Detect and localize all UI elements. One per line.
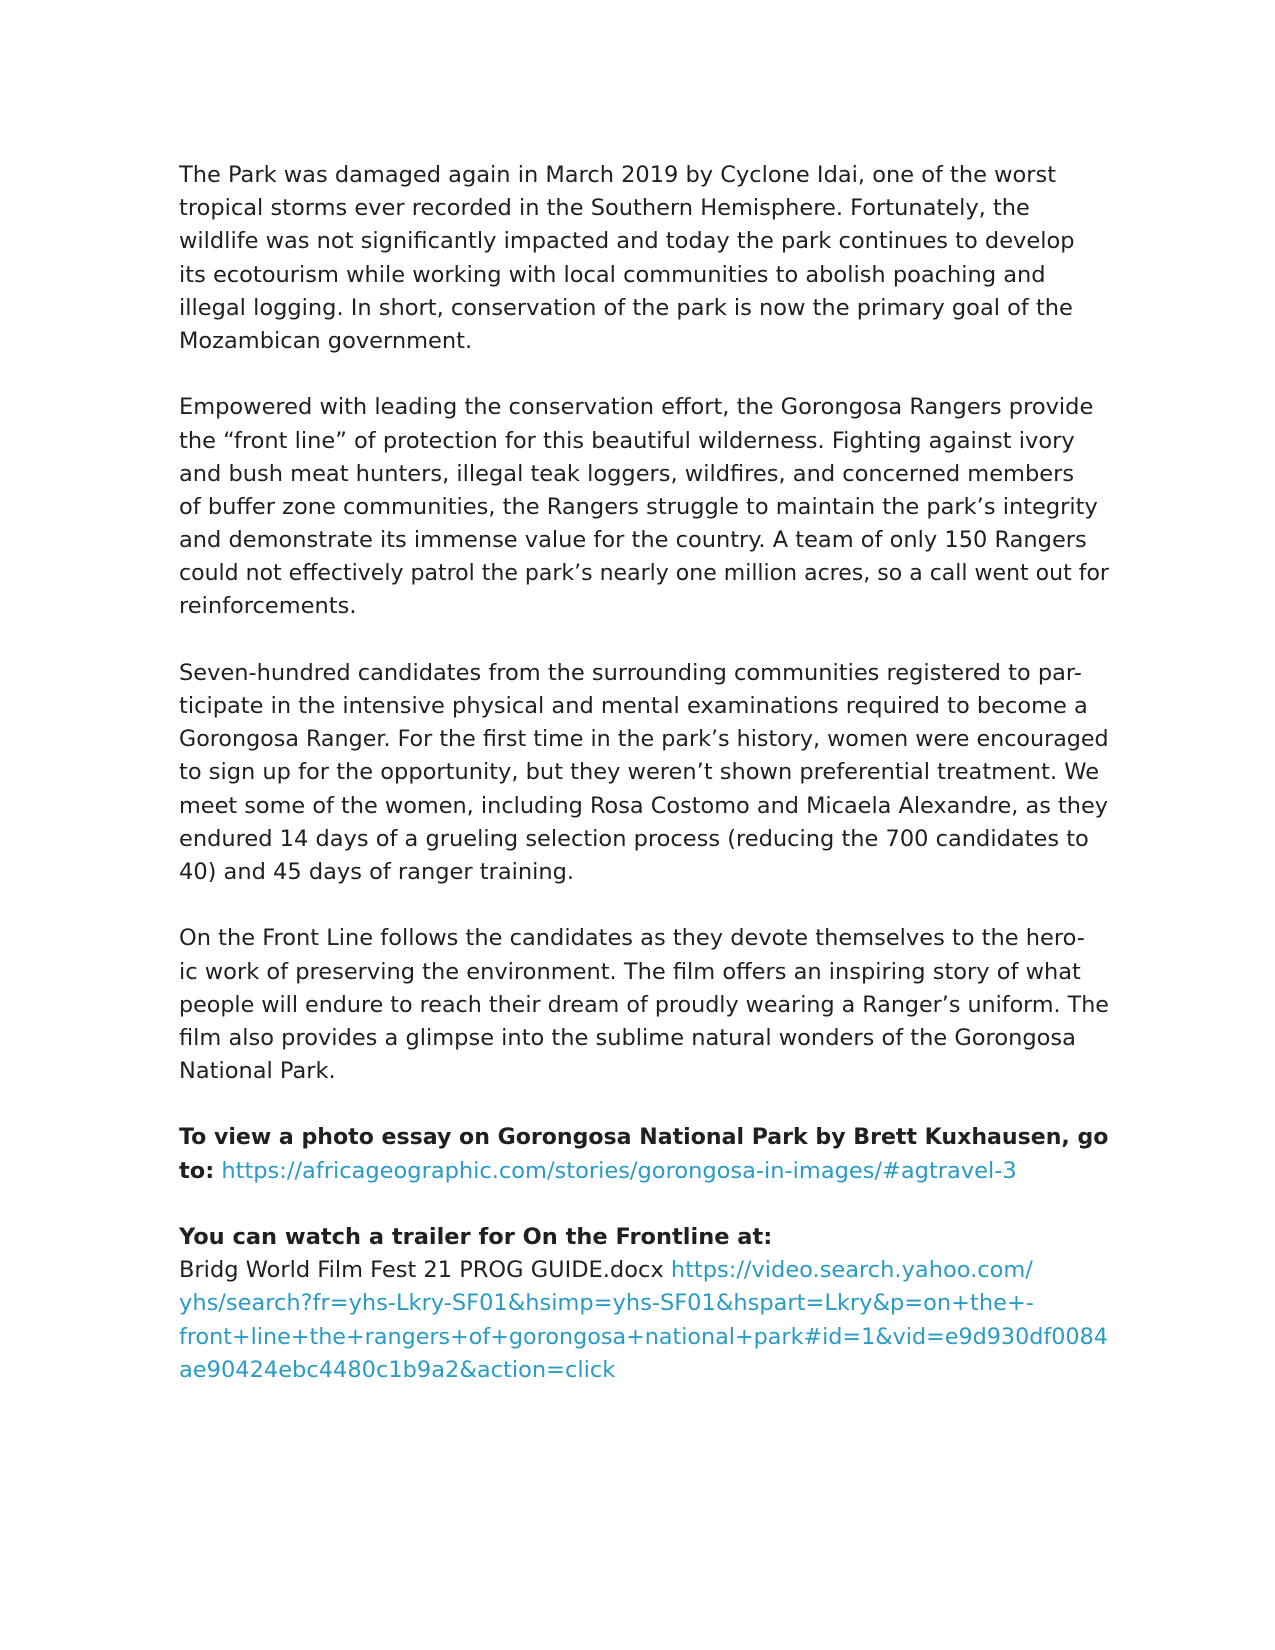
text-line: its ecotourism while working with local communities to abolish poaching and [179, 261, 1046, 288]
text-line: Empowered with leading the conservation effort, the Gorongosa Rangers provide [179, 394, 1094, 421]
text-line: ic work of preserving the environment. The film offers an inspiring story of what [179, 958, 1081, 985]
text-line: endured 14 days of a grueling selection process (reducing the 700 candidates to [179, 825, 1089, 852]
text-line: National Park. [179, 1058, 336, 1085]
text-line: Seven-hundred candidates from the surrounding communities registered to par- [179, 659, 1082, 686]
photo-essay-heading: To view a photo essay on Gorongosa National Park by Brett Kuxhausen, go [179, 1125, 1109, 1151]
text-line: Gorongosa Ranger. For the first time in the park’s history, women were encouraged [179, 726, 1109, 753]
trailer-link[interactable]: ae90424ebc4480c1b9a2&action=click [179, 1356, 616, 1383]
text-line: tropical storms ever recorded in the Southern Hemisphere. Fortunately, the [179, 195, 1030, 222]
text-line: film also provides a glimpse into the sublime natural wonders of the Gorongosa [179, 1024, 1076, 1051]
text-line: ticipate in the intensive physical and mental examinations required to become a [179, 693, 1088, 719]
trailer-source-text: Bridg World Film Fest 21 PROG GUIDE.docx [179, 1257, 664, 1284]
text-line: 40) and 45 days of ranger training. [179, 858, 575, 885]
document-page [179, 159, 1109, 1420]
text-line: Mozambican government. [179, 327, 473, 354]
text-line: illegal logging. In short, conservation of the park is now the primary goal of the [179, 294, 1073, 321]
text-line: of buffer zone communities, the Rangers struggle to maintain the park’s integrity [179, 493, 1098, 520]
trailer-link-line [179, 1287, 1109, 1320]
photo-essay-block [179, 1121, 1109, 1187]
trailer-source-line [179, 1254, 1109, 1287]
text-line: The Park was damaged again in March 2019 by Cyclone Idai, one of the worst [179, 162, 1057, 188]
trailer-link[interactable]: https://video.search.yahoo.com/ [670, 1257, 1033, 1284]
trailer-block [179, 1221, 1109, 1387]
text-line: could not effectively patrol the park’s nearly one million acres, so a call went out for [179, 561, 1109, 587]
trailer-link[interactable]: front+line+the+rangers+of+gorongosa+national+park#id=1&vid=e9d930df0084 [179, 1323, 1108, 1350]
text-line: wildlife was not significantly impacted and today the park continues to develop [179, 228, 1075, 255]
paragraph-cyclone [179, 159, 1109, 358]
text-line: reinforcements. [179, 593, 357, 620]
paragraph-rangers [179, 391, 1109, 623]
text-line: and demonstrate its immense value for the country. A team of only 150 Rangers [179, 527, 1087, 554]
trailer-heading: You can watch a trailer for On the Frontline at: [179, 1224, 773, 1250]
trailer-link-line [179, 1321, 1109, 1354]
paragraph-film [179, 922, 1109, 1088]
text-line: people will endure to reach their dream of proudly wearing a Ranger’s uniform. The [179, 991, 1109, 1018]
text-line: to sign up for the opportunity, but they weren’t shown preferential treatment. We [179, 759, 1100, 786]
paragraph-candidates [179, 657, 1109, 889]
photo-essay-link[interactable]: https://africageographic.com/stories/gorongosa-in-images/#agtravel-3 [221, 1157, 1017, 1184]
text-line: and bush meat hunters, illegal teak loggers, wildfires, and concerned members [179, 460, 1075, 487]
photo-essay-link-line [179, 1155, 1109, 1188]
trailer-link[interactable]: yhs/search?fr=yhs-Lkry-SF01&hsimp=yhs-SF01&hspart=Lkry&p=on+the+- [179, 1290, 1034, 1317]
text-line: the “front line” of protection for this beautiful wilderness. Fighting against ivory [179, 427, 1075, 454]
trailer-link-line [179, 1354, 1109, 1387]
text-line: On the Front Line follows the candidates as they devote themselves to the hero- [179, 925, 1085, 952]
photo-essay-prefix: to: [179, 1157, 215, 1184]
text-line: meet some of the women, including Rosa Costomo and Micaela Alexandre, as they [179, 792, 1109, 819]
